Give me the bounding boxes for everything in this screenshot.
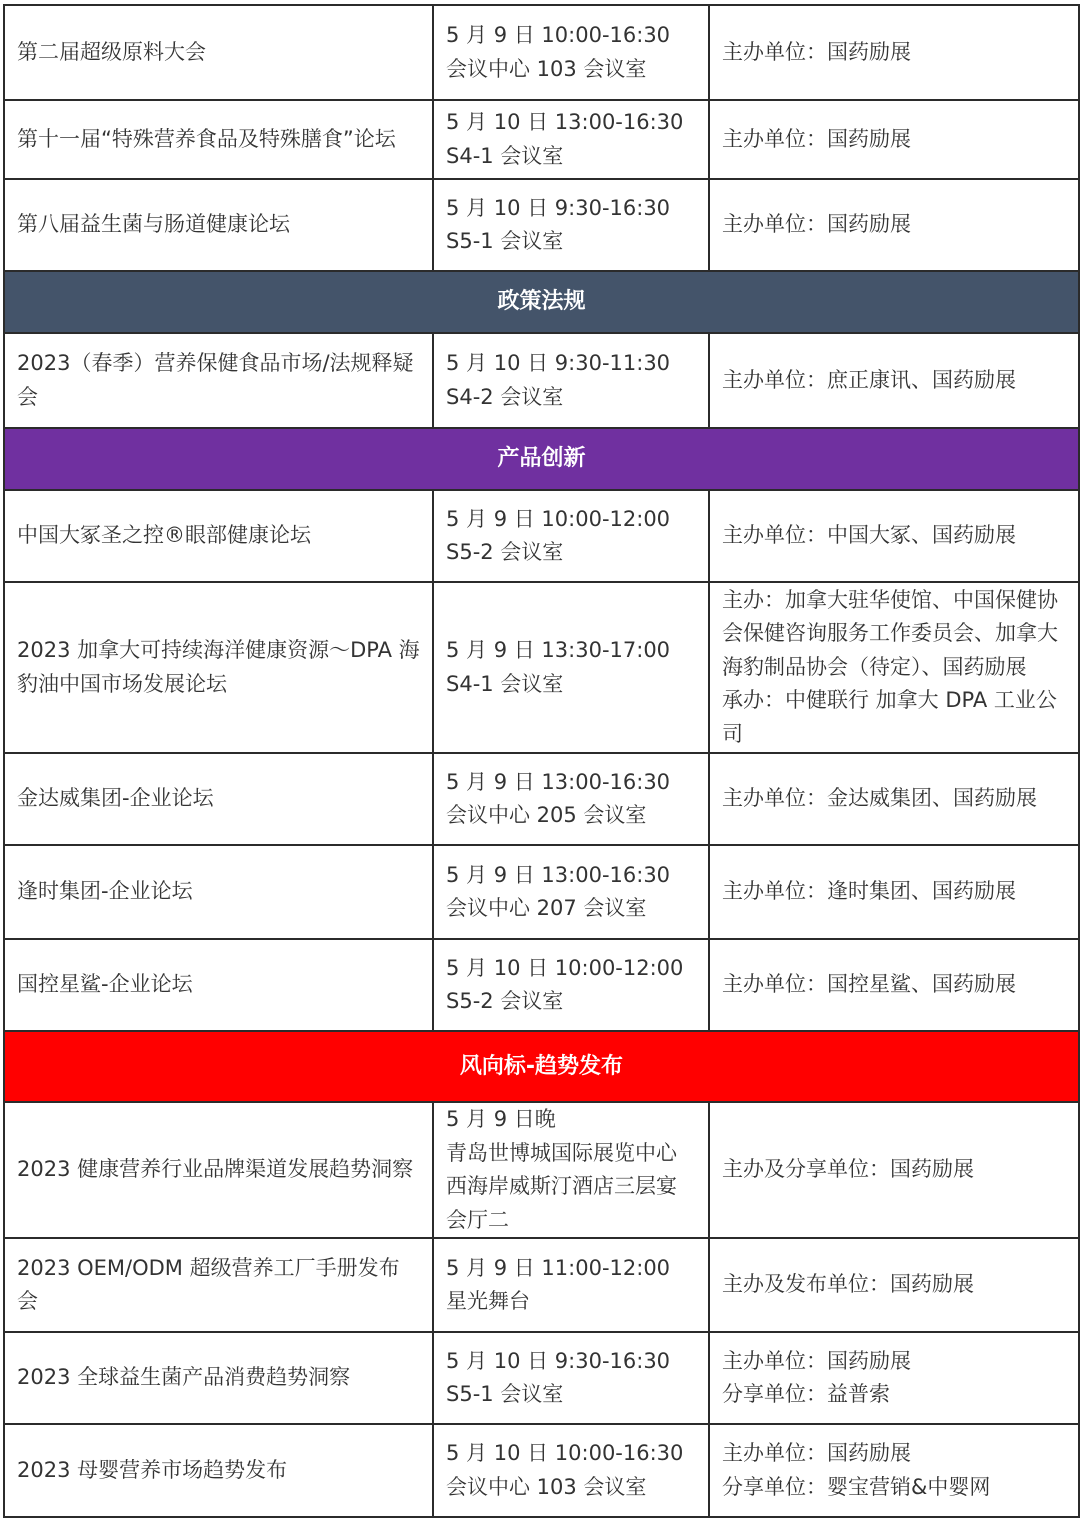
event-time-line: S5-2 会议室 — [446, 540, 564, 564]
event-name: 2023（春季）营养保健食品市场/法规释疑会 — [17, 351, 414, 409]
event-time-line: 会议中心 103 会议室 — [446, 1474, 647, 1499]
event-organizer-cell — [709, 490, 1079, 582]
event-time-cell — [433, 1102, 709, 1238]
event-name: 2023 健康营养行业品牌渠道发展趋势洞察 — [17, 1157, 414, 1182]
event-organizer-line: 海豹制品协会（待定）、国药励展 — [722, 654, 1027, 679]
event-organizer-line: 主办单位：金达威集团、国药励展 — [722, 786, 1037, 811]
table-row — [4, 1424, 1079, 1517]
event-time-line: 5 月 10 日 9:30-16:30 — [446, 1348, 671, 1373]
event-organizer-cell — [709, 1424, 1079, 1517]
event-organizer-line: 主办单位：逢时集团、国药励展 — [722, 879, 1016, 904]
event-name: 逢时集团-企业论坛 — [17, 879, 193, 904]
event-time-cell — [433, 939, 709, 1031]
event-schedule-table — [3, 4, 1080, 1518]
event-organizer-cell — [709, 333, 1079, 428]
event-name: 第十一届“特殊营养食品及特殊膳食”论坛 — [17, 126, 396, 151]
event-time-line: 5 月 9 日 13:00-16:30 — [446, 862, 671, 887]
event-time-cell — [433, 179, 709, 271]
table-row — [4, 100, 1079, 179]
event-time-cell — [433, 490, 709, 582]
event-name: 国控星鲨-企业论坛 — [17, 972, 193, 997]
event-time-line: 5 月 9 日 13:30-17:00 — [446, 638, 671, 662]
event-time-line: 5 月 10 日 10:00-12:00 — [446, 955, 684, 980]
event-organizer-cell — [709, 1332, 1079, 1424]
event-time-cell — [433, 1238, 709, 1332]
event-organizer-line: 主办单位：国药励展 — [722, 39, 911, 64]
event-organizer-line: 主办单位：国药励展 — [722, 212, 911, 237]
table-row — [4, 1332, 1079, 1424]
event-name-cell — [4, 5, 433, 100]
event-organizer-line: 主办单位：中国大冢、国药励展 — [722, 523, 1016, 548]
event-organizer-cell — [709, 939, 1079, 1031]
section-header-row — [4, 428, 1079, 490]
event-name-cell — [4, 490, 433, 582]
event-time-line: 星光舞台 — [446, 1289, 530, 1313]
event-time-line: 5 月 10 日 13:00-16:30 — [446, 110, 684, 134]
section-header-row — [4, 271, 1079, 333]
event-time-line: 5 月 9 日 13:00-16:30 — [446, 769, 671, 794]
event-time-line: S4-2 会议室 — [446, 384, 564, 409]
section-header: 政策法规 — [4, 271, 1079, 333]
table-row — [4, 939, 1079, 1031]
event-time-line: 5 月 9 日 10:00-12:00 — [446, 506, 671, 531]
event-time-line: 会议中心 207 会议室 — [446, 896, 647, 920]
event-time-line: S5-2 会议室 — [446, 989, 564, 1013]
event-organizer-cell — [709, 100, 1079, 179]
table-row — [4, 179, 1079, 271]
table-row — [4, 333, 1079, 428]
event-organizer-line: 主办：加拿大驻华使馆、中国保健协 — [722, 587, 1058, 612]
event-name-cell — [4, 845, 433, 939]
event-organizer-line: 主办及分享单位：国药励展 — [722, 1157, 974, 1182]
event-name-cell — [4, 1238, 433, 1332]
event-time-cell — [433, 1424, 709, 1517]
event-time-line: S5-1 会议室 — [446, 229, 564, 253]
section-header-row — [4, 1031, 1079, 1102]
event-time-line: S4-1 会议室 — [446, 671, 564, 696]
event-organizer-line: 主办及发布单位：国药励展 — [722, 1272, 974, 1297]
section-header: 风向标-趋势发布 — [4, 1031, 1079, 1102]
event-time-line: 5 月 10 日 9:30-11:30 — [446, 351, 671, 375]
event-organizer-line: 司 — [722, 721, 743, 746]
event-name-cell — [4, 1102, 433, 1238]
event-time-cell — [433, 582, 709, 753]
event-name: 第八届益生菌与肠道健康论坛 — [17, 212, 290, 237]
event-time-line: 会议中心 103 会议室 — [446, 56, 647, 81]
event-name-cell — [4, 179, 433, 271]
event-time-cell — [433, 100, 709, 179]
table-row — [4, 582, 1079, 753]
event-organizer-cell — [709, 1238, 1079, 1332]
event-organizer-cell — [709, 582, 1079, 753]
table-row — [4, 490, 1079, 582]
event-name: 金达威集团-企业论坛 — [17, 786, 214, 811]
event-organizer-cell — [709, 845, 1079, 939]
event-time-line: 会厅二 — [446, 1207, 509, 1232]
event-time-line: 5 月 9 日晚 — [446, 1107, 556, 1131]
event-name-cell — [4, 333, 433, 428]
event-organizer-line: 主办单位：国控星鲨、国药励展 — [722, 972, 1016, 997]
event-organizer-line: 承办：中健联行 加拿大 DPA 工业公 — [722, 688, 1057, 713]
section-header: 产品创新 — [4, 428, 1079, 490]
event-time-line: 青岛世博城国际展览中心 — [446, 1140, 677, 1165]
table-row — [4, 845, 1079, 939]
event-time-line: 西海岸威斯汀酒店三层宴 — [446, 1174, 677, 1198]
event-time-line: 5 月 9 日 10:00-16:30 — [446, 23, 671, 47]
event-name-cell — [4, 939, 433, 1031]
event-organizer-line: 主办单位：国药励展 — [722, 126, 911, 151]
event-name: 2023 全球益生菌产品消费趋势洞察 — [17, 1365, 351, 1390]
event-organizer-line: 主办单位：国药励展 — [722, 1441, 911, 1465]
event-time-cell — [433, 333, 709, 428]
event-time-cell — [433, 845, 709, 939]
event-organizer-line: 分享单位：婴宝营销&中婴网 — [722, 1474, 991, 1499]
table-row — [4, 1238, 1079, 1332]
event-time-line: S4-1 会议室 — [446, 143, 564, 168]
event-time-line: 会议中心 205 会议室 — [446, 803, 647, 827]
event-time-line: 5 月 10 日 10:00-16:30 — [446, 1441, 684, 1465]
table-row — [4, 1102, 1079, 1238]
event-name: 第二届超级原料大会 — [17, 39, 206, 64]
event-organizer-line: 主办单位：国药励展 — [722, 1348, 911, 1373]
event-organizer-cell — [709, 5, 1079, 100]
event-name: 中国大冢圣之控®眼部健康论坛 — [17, 523, 311, 548]
event-name-cell — [4, 582, 433, 753]
event-time-line: S5-1 会议室 — [446, 1382, 564, 1406]
event-name-cell — [4, 100, 433, 179]
event-name-cell — [4, 1424, 433, 1517]
event-time-line: 5 月 10 日 9:30-16:30 — [446, 195, 671, 220]
event-organizer-cell — [709, 179, 1079, 271]
event-name-cell — [4, 1332, 433, 1424]
event-organizer-line: 主办单位：庶正康讯、国药励展 — [722, 367, 1016, 392]
event-name: 2023 加拿大可持续海洋健康资源～DPA 海豹油中国市场发展论坛 — [17, 638, 420, 696]
table-row — [4, 753, 1079, 845]
event-organizer-line: 分享单位：益普索 — [722, 1382, 890, 1406]
event-organizer-cell — [709, 753, 1079, 845]
event-time-cell — [433, 1332, 709, 1424]
event-time-cell — [433, 753, 709, 845]
event-organizer-cell — [709, 1102, 1079, 1238]
event-time-cell — [433, 5, 709, 100]
event-name: 2023 OEM/ODM 超级营养工厂手册发布会 — [17, 1255, 400, 1313]
table-row — [4, 5, 1079, 100]
event-time-line: 5 月 9 日 11:00-12:00 — [446, 1255, 671, 1280]
event-name-cell — [4, 753, 433, 845]
event-organizer-line: 会保健咨询服务工作委员会、加拿大 — [722, 621, 1058, 646]
event-name: 2023 母婴营养市场趋势发布 — [17, 1457, 288, 1482]
